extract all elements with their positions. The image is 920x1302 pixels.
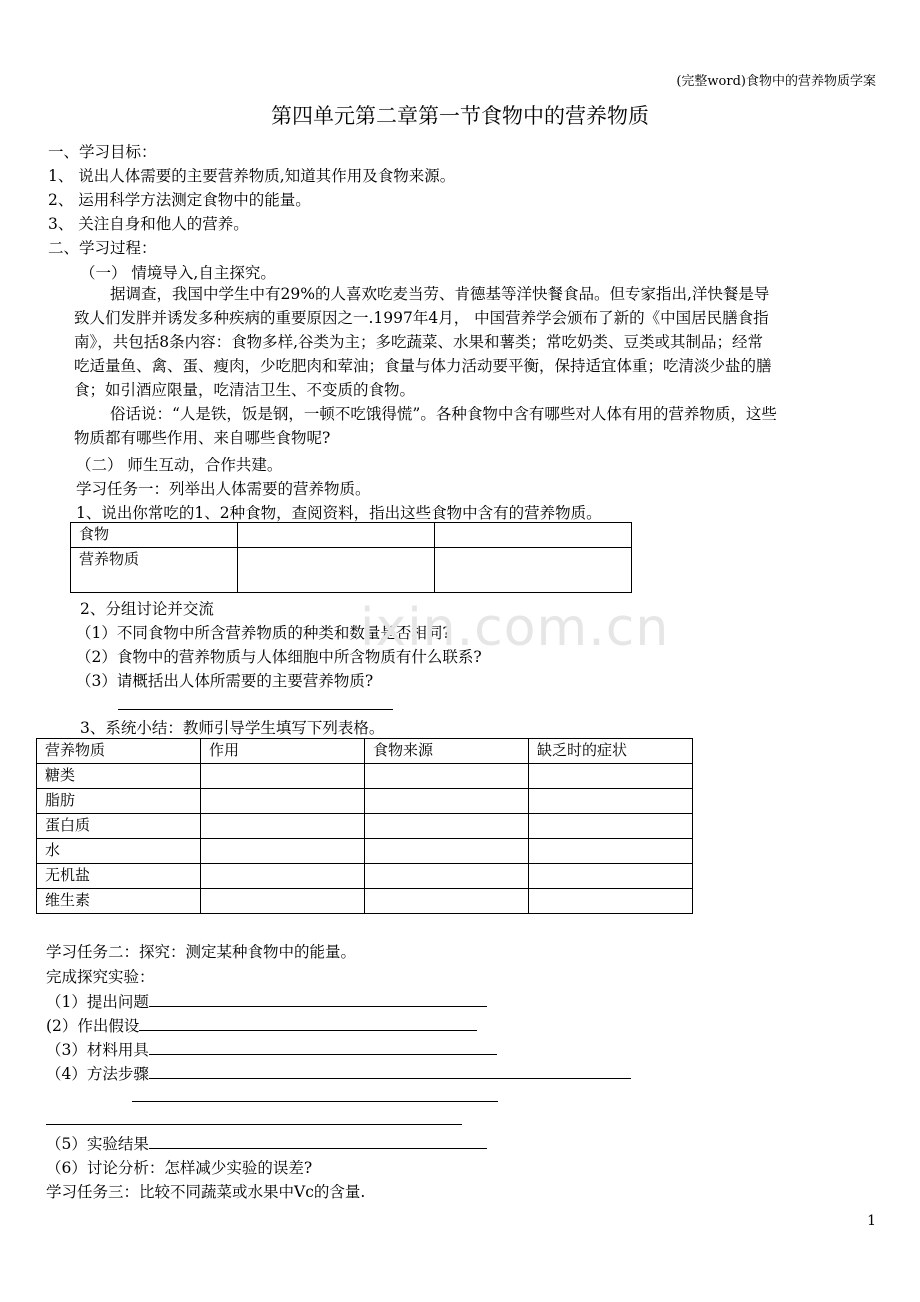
experiment-heading: 完成探究实验： <box>46 968 155 986</box>
discuss-item: （1）不同食物中所含营养物质的种类和数量是否相同? <box>76 624 451 642</box>
fill-cell[interactable] <box>201 839 365 864</box>
table-row <box>37 789 693 814</box>
fill-cell[interactable] <box>529 814 693 839</box>
step-item <box>46 1132 487 1154</box>
food-nutrient-table <box>70 522 632 593</box>
table-header: 营养物质 <box>37 739 201 764</box>
row-label: 水 <box>37 839 201 864</box>
step-item <box>46 1038 497 1060</box>
answer-line[interactable] <box>149 992 487 1007</box>
paragraph-line: 致人们发胖并诱发多种疾病的重要原因之一.1997年4月， 中国营养学会颁布了新的《中国居民膳食指 <box>74 309 769 327</box>
goal-item: 2、 运用科学方法测定食物中的能量。 <box>48 191 311 209</box>
fill-cell[interactable] <box>365 864 529 889</box>
fill-cell[interactable] <box>201 764 365 789</box>
step-label: （5）实验结果 <box>46 1135 149 1153</box>
step-item <box>46 1014 477 1036</box>
nutrient-summary-table <box>36 738 693 914</box>
task2-heading: 学习任务二：探究：测定某种食物中的能量。 <box>46 943 357 961</box>
fill-cell[interactable] <box>201 864 365 889</box>
fill-cell[interactable] <box>201 789 365 814</box>
fill-cell[interactable] <box>365 764 529 789</box>
table-row <box>37 864 693 889</box>
answer-line[interactable] <box>139 1016 477 1031</box>
part1-heading: （一） 情境导入,自主探究。 <box>80 264 276 282</box>
watermark: ixin.com.cn <box>360 598 670 658</box>
table-header: 缺乏时的症状 <box>529 739 693 764</box>
fill-cell[interactable] <box>365 889 529 914</box>
row-label: 脂肪 <box>37 789 201 814</box>
task1-heading: 学习任务一：列举出人体需要的营养物质。 <box>76 480 371 498</box>
paragraph-line: 南》，共包括8条内容：食物多样,谷类为主；多吃蔬菜、水果和薯类；常吃奶类、豆类或其制品；经常 <box>74 333 764 351</box>
paragraph-line: 食；如引酒应限量，吃清洁卫生、不变质的食物。 <box>74 381 416 399</box>
step-item <box>46 1062 631 1084</box>
step-item: （6）讨论分析：怎样减少实验的误差? <box>46 1159 313 1177</box>
part2-heading: （二） 师生互动，合作共建。 <box>76 456 283 474</box>
row-label: 无机盐 <box>37 864 201 889</box>
table-cell-label: 食物 <box>71 523 238 548</box>
paragraph-line: 据调查，我国中学生中有29%的人喜欢吃麦当劳、肯德基等洋快餐食品。但专家指出,洋快餐是导 <box>110 285 770 303</box>
row-label: 蛋白质 <box>37 814 201 839</box>
fill-cell[interactable] <box>238 523 435 548</box>
fill-cell[interactable] <box>201 814 365 839</box>
answer-line[interactable] <box>149 1064 631 1079</box>
table-row <box>37 764 693 789</box>
step-label: （1）提出问题 <box>46 993 149 1011</box>
fill-cell[interactable] <box>529 789 693 814</box>
process-heading: 二、学习过程： <box>48 239 157 257</box>
table-row <box>37 814 693 839</box>
step-label: （4）方法步骤 <box>46 1065 149 1083</box>
fill-cell[interactable] <box>201 889 365 914</box>
table-header: 作用 <box>201 739 365 764</box>
fill-cell[interactable] <box>238 548 435 593</box>
answer-line[interactable] <box>149 1134 487 1149</box>
task1-question: 1、说出你常吃的1、2种食物，查阅资料，指出这些食物中含有的营养物质。 <box>76 504 602 522</box>
answer-line[interactable] <box>46 1124 462 1125</box>
table-header: 食物来源 <box>365 739 529 764</box>
fill-cell[interactable] <box>529 764 693 789</box>
intro-paragraph <box>74 282 880 450</box>
table-row <box>37 839 693 864</box>
fill-cell[interactable] <box>365 839 529 864</box>
fill-cell[interactable] <box>529 889 693 914</box>
fill-cell[interactable] <box>365 789 529 814</box>
fill-cell[interactable] <box>529 839 693 864</box>
page-number: 1 <box>867 1213 876 1229</box>
paragraph-line: 物质都有哪些作用、来自哪些食物呢? <box>74 429 331 447</box>
goals-heading: 一、学习目标： <box>48 143 157 161</box>
paragraph-line: 吃适量鱼、禽、蛋、瘦肉，少吃肥肉和荤油；食量与体力活动要平衡，保持适宜体重；吃清淡少盐的膳 <box>74 357 772 375</box>
paragraph-line: 俗话说：“人是铁，饭是钢，一顿不吃饿得慌”。各种食物中含有哪些对人体有用的营养物质，这些 <box>110 405 777 423</box>
summary-heading: 3、系统小结：教师引导学生填写下列表格。 <box>80 719 385 737</box>
task3-heading: 学习任务三：比较不同蔬菜或水果中Vc的含量. <box>46 1183 366 1201</box>
table-cell-label: 营养物质 <box>71 548 238 593</box>
goal-item: 3、 关注自身和他人的营养。 <box>48 215 249 233</box>
step-label: (2）作出假设 <box>46 1017 140 1035</box>
answer-line[interactable] <box>149 1040 497 1055</box>
page-header: (完整word)食物中的营养物质学案 <box>676 74 876 89</box>
table-row <box>37 889 693 914</box>
goal-item: 1、 说出人体需要的主要营养物质,知道其作用及食物来源。 <box>48 167 456 185</box>
fill-cell[interactable] <box>435 523 632 548</box>
fill-cell[interactable] <box>435 548 632 593</box>
discuss-heading: 2、分组讨论并交流 <box>80 600 214 618</box>
row-label: 维生素 <box>37 889 201 914</box>
fill-cell[interactable] <box>529 864 693 889</box>
step-label: （3）材料用具 <box>46 1041 149 1059</box>
discuss-item: （2）食物中的营养物质与人体细胞中所含物质有什么联系? <box>76 648 482 666</box>
document-title: 第四单元第二章第一节食物中的营养物质 <box>271 104 649 128</box>
answer-line[interactable] <box>132 1101 498 1102</box>
step-item <box>46 990 487 1012</box>
fill-cell[interactable] <box>365 814 529 839</box>
row-label: 糖类 <box>37 764 201 789</box>
answer-line[interactable] <box>118 709 393 710</box>
discuss-item: （3）请概括出人体所需要的主要营养物质? <box>76 672 374 690</box>
